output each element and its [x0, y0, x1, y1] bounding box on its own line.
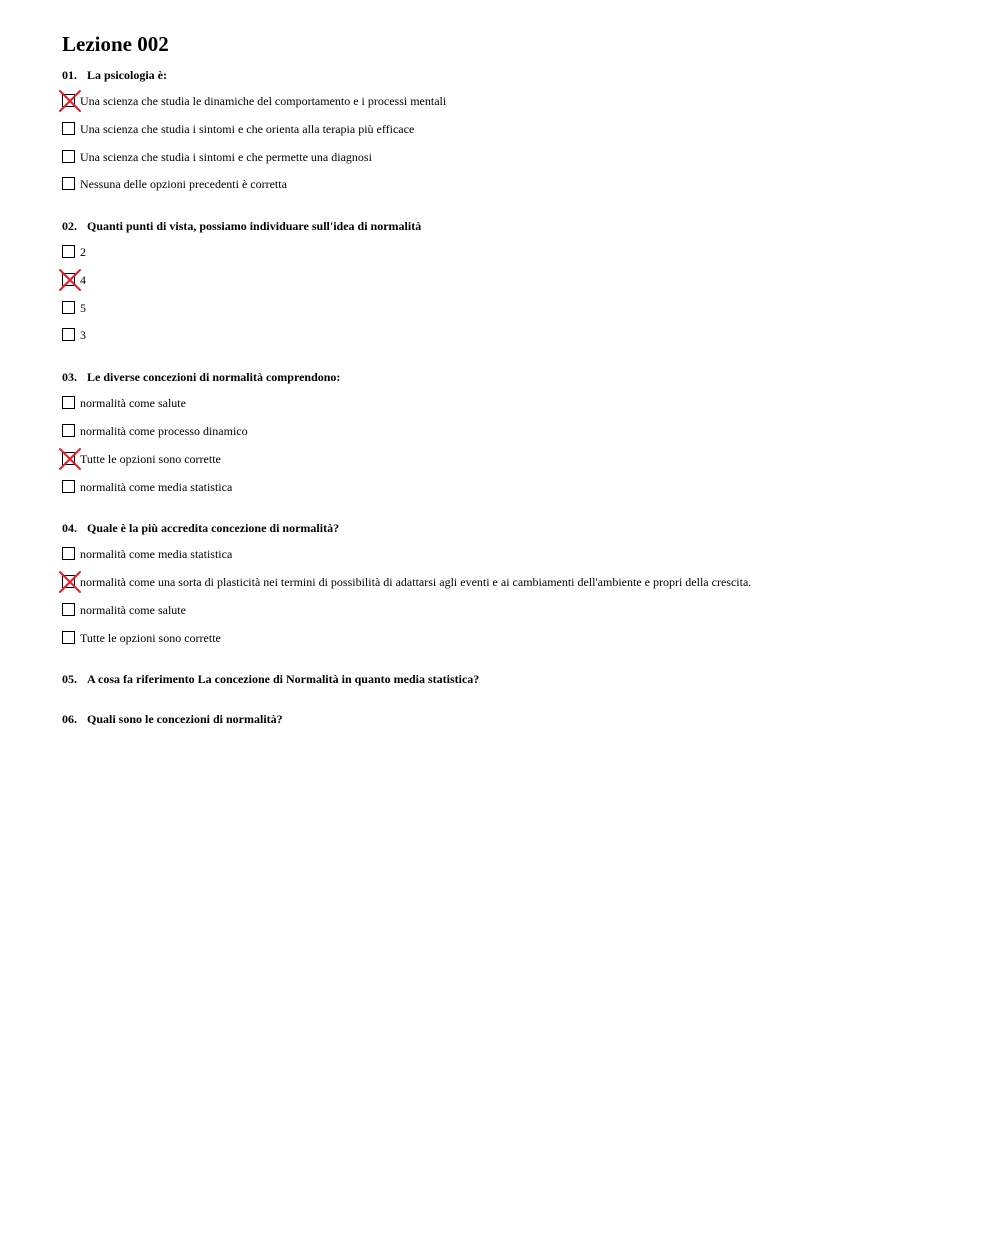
option-checkbox[interactable] [62, 629, 962, 647]
option-checkbox[interactable] [62, 299, 962, 317]
checkbox-icon[interactable] [62, 245, 75, 258]
checkbox-icon[interactable] [62, 631, 75, 644]
question-number: 05. [62, 672, 77, 686]
option-label: 2 [80, 245, 86, 259]
option-label: 3 [80, 328, 86, 342]
option-label: Una scienza che studia i sintomi e che permette una diagnosi [80, 150, 372, 164]
option-checkbox[interactable] [62, 271, 962, 289]
option-label: Una scienza che studia i sintomi e che orienta alla terapia più efficace [80, 122, 415, 136]
checkbox-icon[interactable] [62, 177, 75, 190]
question-number: 01. [62, 68, 77, 82]
option-label: normalità come salute [80, 396, 186, 410]
option-checkbox[interactable] [62, 601, 962, 619]
checkbox-icon[interactable] [62, 603, 75, 616]
option-label: normalità come media statistica [80, 480, 233, 494]
option-checkbox[interactable] [62, 545, 962, 563]
question-text: Quale è la più accredita concezione di normalità? [87, 521, 340, 535]
check-x-icon [58, 268, 82, 292]
option-label: normalità come media statistica [80, 547, 233, 561]
question-text: Quanti punti di vista, possiamo individuare sull'idea di normalità [87, 219, 422, 233]
checkbox-icon[interactable] [62, 301, 75, 314]
option-checkbox[interactable] [62, 92, 962, 110]
check-x-icon [58, 89, 82, 113]
option-checkbox[interactable] [62, 394, 962, 412]
option-checkbox[interactable] [62, 175, 962, 193]
option-label: normalità come processo dinamico [80, 424, 248, 438]
option-checkbox[interactable] [62, 422, 962, 440]
option-checkbox[interactable] [62, 326, 962, 344]
option-checkbox[interactable] [62, 450, 962, 468]
question-text: La psicologia è: [87, 68, 167, 82]
option-label: Tutte le opzioni sono corrette [80, 452, 221, 466]
checkbox-icon[interactable] [62, 396, 75, 409]
option-label: Una scienza che studia le dinamiche del comportamento e i processi mentali [80, 94, 447, 108]
question-text: A cosa fa riferimento La concezione di Normalità in quanto media statistica? [87, 672, 480, 686]
check-x-icon [58, 570, 82, 594]
option-label: Nessuna delle opzioni precedenti è corretta [80, 177, 287, 191]
question-text: Le diverse concezioni di normalità comprendono: [87, 370, 341, 384]
checkbox-icon[interactable] [62, 150, 75, 163]
page-title: Lezione 002 [62, 32, 169, 56]
question-number: 03. [62, 370, 77, 384]
option-checkbox[interactable] [62, 573, 962, 591]
check-x-icon [58, 447, 82, 471]
option-label: 5 [80, 301, 86, 315]
checkbox-icon[interactable] [62, 424, 75, 437]
checkbox-icon[interactable] [62, 122, 75, 135]
option-label: normalità come una sorta di plasticità nei termini di possibilità di adattarsi agli eventi e ai cambiamenti dell'ambiente e propri della crescita. [80, 575, 752, 589]
option-checkbox[interactable] [62, 243, 962, 261]
question-number: 04. [62, 521, 77, 535]
question-number: 02. [62, 219, 77, 233]
question-text: Quali sono le concezioni di normalità? [87, 712, 283, 726]
option-label: 4 [80, 273, 86, 287]
checkbox-icon[interactable] [62, 328, 75, 341]
option-checkbox[interactable] [62, 120, 962, 138]
question-number: 06. [62, 712, 77, 726]
checkbox-icon[interactable] [62, 480, 75, 493]
checkbox-icon[interactable] [62, 547, 75, 560]
option-label: normalità come salute [80, 603, 186, 617]
option-checkbox[interactable] [62, 478, 962, 496]
option-checkbox[interactable] [62, 148, 962, 166]
option-label: Tutte le opzioni sono corrette [80, 631, 221, 645]
